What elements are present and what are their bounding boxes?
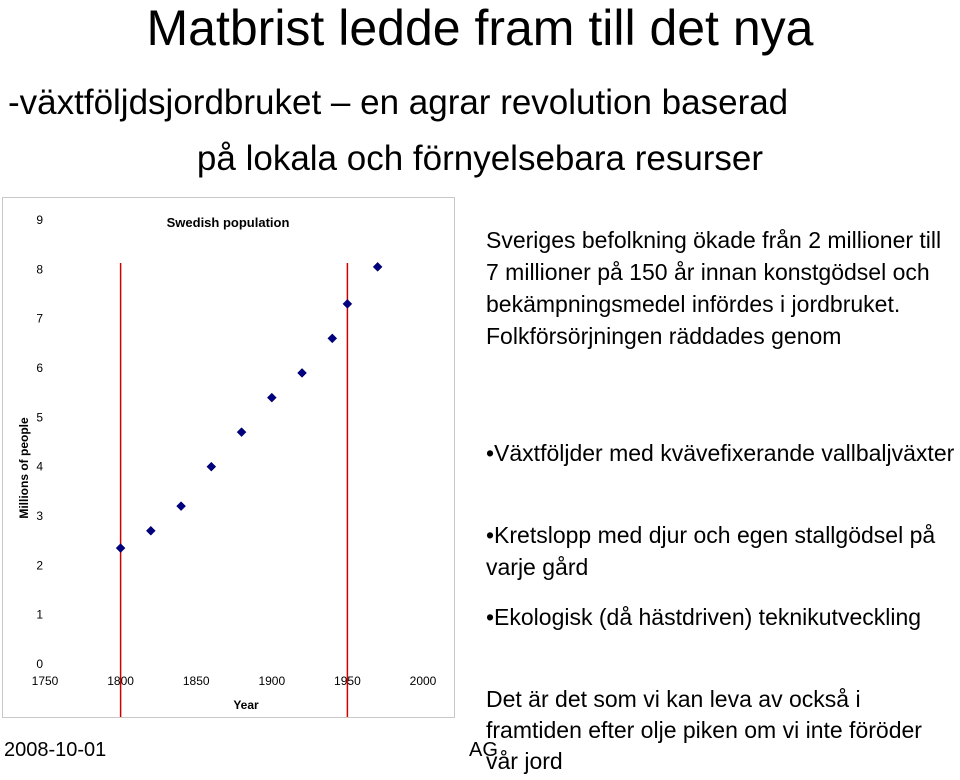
data-point-1840	[177, 502, 186, 511]
intro-text: Sveriges befolkning ökade från 2 millioner till 7 millioner på 150 år innan konstgödsel och bekämpningsmedel infördes i jordbruket. Folkförsörjningen räddades genom	[486, 227, 942, 349]
population-chart	[3, 198, 454, 717]
data-point-1950	[343, 299, 352, 308]
x-tick-label-1900: 1900	[258, 674, 286, 688]
y-tick-label-6: 6	[36, 361, 43, 375]
x-tick-label-1800: 1800	[107, 674, 134, 688]
intro-paragraph	[486, 224, 956, 352]
bullet-3	[486, 601, 956, 633]
x-tick-label-1950: 1950	[334, 674, 361, 688]
conclusion-paragraph	[486, 684, 956, 777]
data-point-1940	[328, 334, 337, 343]
y-tick-label-8: 8	[36, 262, 43, 277]
y-axis-label: Millions of people	[17, 417, 31, 519]
y-tick-label-7: 7	[36, 311, 43, 326]
y-tick-label-0: 0	[36, 657, 43, 671]
bullet-text-3: •Ekologisk (då hästdriven) teknikutveckling	[486, 604, 922, 630]
chart-container	[2, 197, 455, 718]
bullet-text-2: •Kretslopp med djur och egen stallgödsel på varje gård	[486, 522, 936, 580]
x-tick-label-1750: 1750	[31, 674, 59, 688]
footer-author: AG	[469, 739, 498, 761]
y-tick-label-4: 4	[36, 459, 43, 474]
chart-title: Swedish population	[166, 215, 290, 230]
data-point-1800	[116, 544, 125, 553]
x-tick-label-1850: 1850	[182, 674, 210, 688]
y-tick-label-1: 1	[36, 607, 43, 622]
y-tick-label-5: 5	[36, 410, 43, 425]
data-point-1820	[146, 526, 155, 535]
y-tick-label-3: 3	[36, 509, 43, 523]
data-point-1920	[298, 368, 307, 377]
x-axis-label: Year	[233, 698, 259, 712]
bullet-text-1: •Växtföljder med kvävefixerande vallbaljväxter	[486, 440, 955, 466]
footer-date: 2008-10-01	[4, 739, 107, 761]
data-point-1880	[237, 428, 246, 437]
y-tick-label-9: 9	[36, 213, 43, 227]
data-point-1900	[267, 393, 276, 402]
data-point-1860	[207, 462, 216, 471]
bullet-1	[486, 437, 956, 469]
y-tick-label-2: 2	[36, 558, 43, 573]
x-tick-label-2000: 2000	[409, 674, 437, 688]
slide-subtitle-line-1: -växtföljdsjordbruket – en agrar revolution baserad	[8, 83, 789, 122]
slide-title: Matbrist ledde fram till det nya	[146, 0, 814, 56]
bullet-2	[486, 519, 956, 583]
conclusion-text: Det är det som vi kan leva av också i framtiden efter olje piken om vi inte föröder vår jord	[486, 686, 922, 774]
slide-subtitle-line-2: på lokala och förnyelsebara resurser	[196, 139, 764, 178]
data-point-1970	[373, 262, 382, 271]
